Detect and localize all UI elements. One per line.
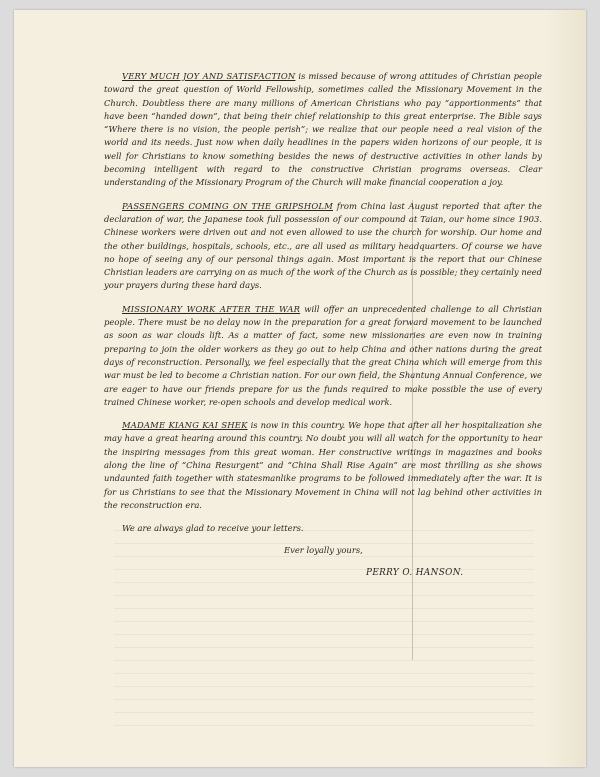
paragraph-lead: VERY MUCH JOY AND SATISFACTION — [122, 71, 296, 81]
paragraph-gripsholm — [104, 200, 542, 293]
paragraph-missionary-work — [104, 303, 542, 409]
paragraph-lead: PASSENGERS COMING ON THE GRIPSHOLM — [122, 200, 333, 211]
paragraph-madame-kiang — [104, 419, 542, 512]
paragraph-lead: MADAME KIANG KAI SHEK — [122, 420, 248, 431]
paragraph-text: is now in this country. We hope that after all her hospitalization she may have a great hearing around this country. No doubt you will all watch for the opportunity to hear the inspiring messages from this great woman. Her constructive writings in magazines and books along the line of “China Resurgent” and “China Shall Rise Again” are most thrilling as she shows undaunted faith together with statesmanlike programs to be followed immediately after the war. It is for us Christians to see that the Missionary Movement in China will not lag behind other activities in the reconstruction era. — [104, 420, 542, 510]
sign-off: Ever loyally yours, — [284, 544, 363, 555]
paragraph-joy — [104, 70, 542, 190]
letter-page — [14, 10, 586, 767]
closing-line: We are always glad to receive your letters. — [122, 523, 304, 534]
paragraph-text: from China last August reported that after the declaration of war, the Japanese took full possession of our compound at Taian, our home since 1903. Chinese workers were driven out and not even allowed to use the church for worship. Our home and the other buildings, hospitals, schools, etc., are all used as military headquarters. Of course we have no hope of seeing any of our personal things again. Most important is the report that our Chinese Christian leaders are carrying on as much of the work of the Church as is possible; they certainly need your prayers during these hard days. — [104, 200, 543, 291]
letter-body — [104, 70, 542, 580]
paragraph-lead: MISSIONARY WORK AFTER THE WAR — [122, 303, 301, 314]
paragraph-text: is missed because of wrong attitudes of Christian people toward the great question of World Fellowship, sometimes called the Missionary Movement in the Church. Doubtless there are many millions of American Christians who pay “apportionments” that have been “handed down”, that being their chief relationship to this great enterprise. The Bible says “Where there is no vision, the people perish”; we realize that our people need a real vision of the world and its needs. Just now when daily headlines in the papers widen horizons of our people, it is well for Christians to know something besides the news of destructive activities in other lands by becoming intelligent with regard to the constructive Christian programs overseas. Clear understanding of the Missionary Program of the Church will make financial cooperation a joy. — [104, 71, 542, 188]
paragraph-text: will offer an unprecedented challenge to all Christian people. There must be no delay now in the preparation for a great forward movement to be launched as soon as war clouds lift. As a matter of fact, some new missionaries are even now in training preparing to join the older workers as they go out to help China and other nations during the great days of reconstruction. Personally, we feel especially that the great China which will emerge from this war must be led to become a Christian nation. For our own field, the Shantung Annual Conference, we are eager to have our friends prepare for us the funds required to make possible the use of every trained Chinese worker, re-open schools and develop medical work. — [104, 303, 542, 407]
signature: PERRY O. HANSON. — [366, 567, 464, 578]
